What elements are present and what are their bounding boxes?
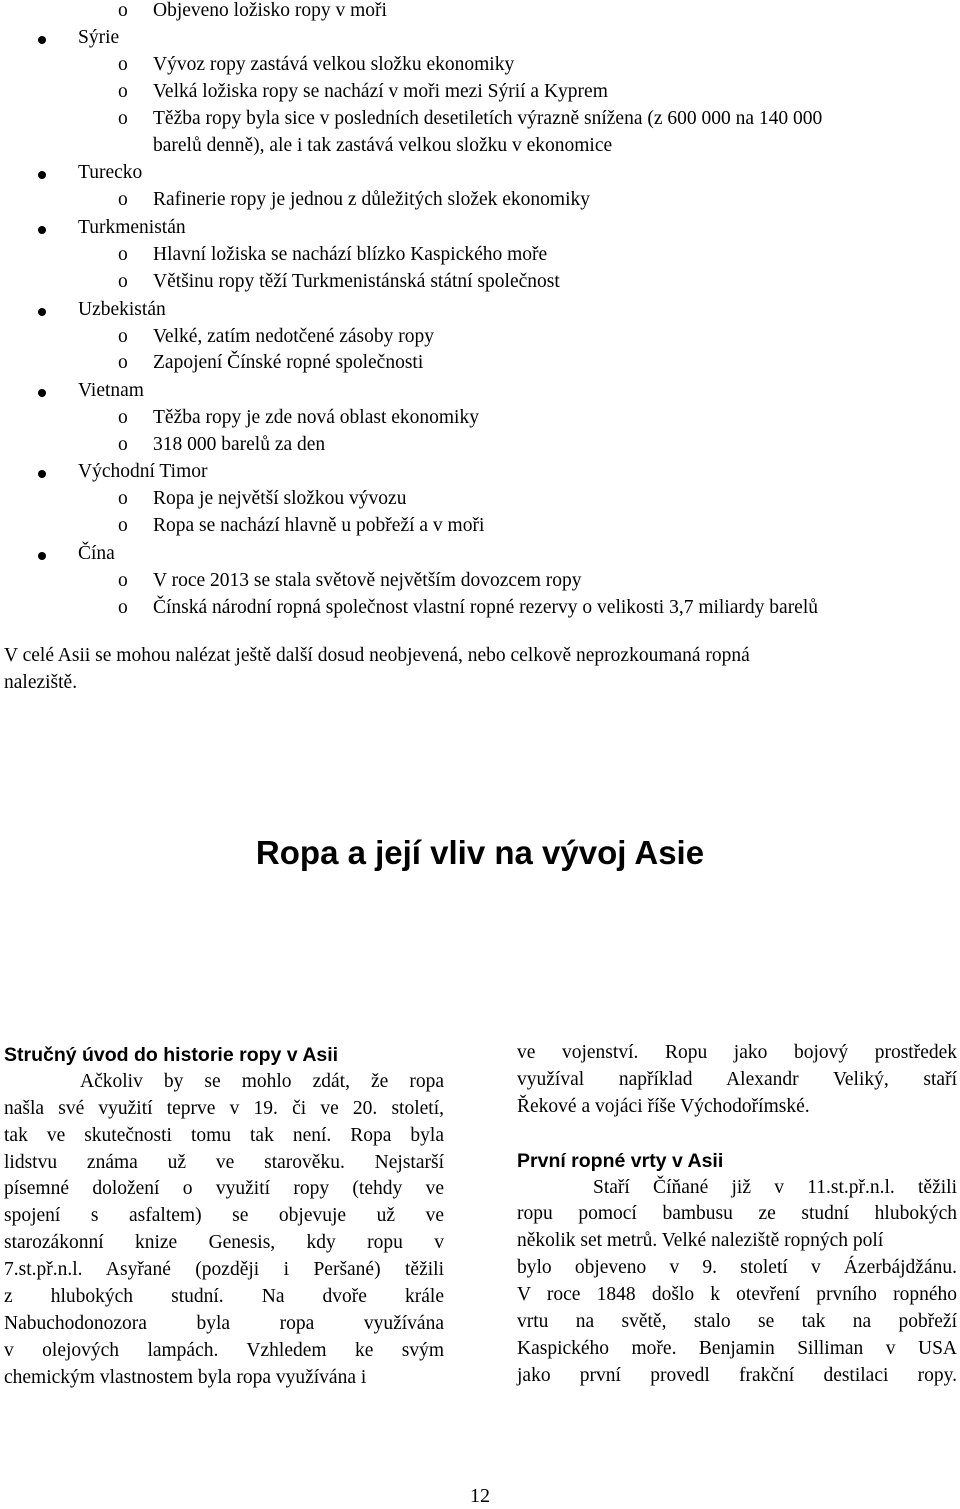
sub-bullet-icon: o [118, 244, 128, 265]
text-line: Řekové a vojáci říše Východořímské. [517, 1095, 810, 1117]
sub-bullet-icon: o [118, 597, 128, 618]
list-item: Velká ložiska ropy se nachází v moři mezi Sýrií a Kyprem [153, 81, 608, 102]
list-item: Většinu ropy těží Turkmenistánská státní společnost [153, 271, 560, 292]
sub-bullet-icon: o [118, 488, 128, 509]
bullet-icon [38, 389, 46, 397]
list-item: Ropa se nachází hlavně u pobřeží a v moři [153, 515, 485, 536]
sub-bullet-icon: o [118, 271, 128, 292]
section-heading: Stručný úvod do historie ropy v Asii [4, 1044, 339, 1066]
list-item: Ropa je největší složkou vývozu [153, 488, 407, 509]
bullet-icon [38, 552, 46, 560]
list-item: Těžba ropy je zde nová oblast ekonomiky [153, 407, 479, 428]
text-line: písemné doložení o využití ropy (tehdy ve [4, 1178, 444, 1200]
sub-bullet-icon: o [118, 434, 128, 455]
text-line: Ačkoliv by se mohlo zdát, že ropa [80, 1070, 444, 1092]
text-line: několik set metrů. Velké naleziště ropných polí [517, 1230, 884, 1252]
bullet-icon [38, 470, 46, 478]
text-line: využíval například Alexandr Veliký, staří [517, 1068, 957, 1090]
sub-bullet-icon: o [118, 515, 128, 536]
text-line: tak ve skutečnosti tomu tak není. Ropa byla [4, 1124, 444, 1146]
list-item: 318 000 barelů za den [153, 434, 326, 455]
text-line: chemickým vlastnostem byla ropa využívána i [4, 1366, 367, 1388]
country-name: Čína [78, 543, 115, 564]
list-item: Vývoz ropy zastává velkou složku ekonomiky [153, 54, 515, 75]
text-line: našla své využití teprve v 19. či ve 20. století, [4, 1097, 444, 1119]
sub-bullet-icon: o [118, 54, 128, 75]
text-line: v olejových lampách. Vzhledem ke svým [4, 1339, 444, 1361]
sub-bullet-icon: o [118, 0, 128, 21]
section-heading: První ropné vrty v Asii [517, 1149, 724, 1172]
country-name: Východní Timor [78, 461, 208, 482]
text-line: z hlubokých studní. Na dvoře krále [4, 1286, 444, 1308]
sub-bullet-icon: o [118, 570, 128, 591]
text-line: jako první provedl frakční destilaci ropy. [517, 1364, 957, 1386]
bullet-icon [38, 308, 46, 316]
list-item: Objeveno ložisko ropy v moři [153, 0, 387, 21]
country-name: Turecko [78, 162, 143, 183]
list-item: Hlavní ložiska se nachází blízko Kaspického moře [153, 244, 548, 265]
text-line: 7.st.př.n.l. Asyřané (později i Peršané) těžili [4, 1259, 444, 1281]
sub-bullet-icon: o [118, 108, 128, 129]
country-name: Sýrie [78, 27, 120, 48]
sub-bullet-icon: o [118, 326, 128, 347]
list-item: Rafinerie ropy je jednou z důležitých složek ekonomiky [153, 189, 590, 210]
left-column [4, 1042, 444, 1392]
sub-bullet-icon: o [118, 189, 128, 210]
text-line: Staří Číňané již v 11.st.př.n.l. těžili [593, 1176, 957, 1198]
list-item-continuation: barelů denně), ale i tak zastává velkou složku v ekonomice [153, 135, 613, 156]
text-line: ropu pomocí bambusu ze studní hlubokých [517, 1203, 957, 1225]
country-name: Vietnam [78, 380, 144, 401]
text-line: V roce 1848 došlo k otevření prvního ropného [517, 1284, 957, 1306]
text-line: bylo objeveno v 9. století v Ázerbájdžánu. [517, 1257, 957, 1279]
text-line: Kaspického moře. Benjamin Silliman v USA [517, 1337, 957, 1359]
text-line: starozákonní knize Genesis, kdy ropu v [4, 1232, 444, 1254]
bullet-icon [38, 226, 46, 234]
sub-bullet-icon: o [118, 352, 128, 373]
list-item: Těžba ropy byla sice v posledních desetiletích výrazně snížena (z 600 000 na 140 000 [153, 108, 823, 129]
country-name: Turkmenistán [78, 217, 186, 238]
list-item: Velké, zatím nedotčené zásoby ropy [153, 326, 435, 347]
chapter-title: Ropa a její vliv na vývoj Asie [255, 834, 705, 871]
conclusion-line: V celé Asii se mohou nalézat ještě další dosud neobjevená, nebo celkově neprozkoumaná ropná [4, 645, 750, 666]
list-item: Čínská národní ropná společnost vlastní ropné rezervy o velikosti 3,7 miliardy barelů [153, 597, 819, 618]
conclusion-line: naleziště. [4, 672, 78, 693]
bullet-icon [38, 36, 46, 44]
sub-bullet-icon: o [118, 407, 128, 428]
country-name: Uzbekistán [78, 299, 166, 320]
right-column [517, 1040, 957, 1390]
text-line: Nabuchodonozora byla ropa využívána [4, 1312, 444, 1334]
list-item: V roce 2013 se stala světově největším dovozcem ropy [153, 570, 582, 591]
bullet-icon [38, 171, 46, 179]
text-line: vrtu na světě, stalo se tak na pobřeží [517, 1311, 957, 1333]
list-item: Zapojení Čínské ropné společnosti [153, 352, 424, 373]
sub-bullet-icon: o [118, 81, 128, 102]
text-line: spojení s asfaltem) se objevuje už ve [4, 1205, 444, 1227]
text-line: lidstvu známa už ve starověku. Nejstarší [4, 1151, 444, 1173]
text-line: ve vojenství. Ropu jako bojový prostředek [517, 1042, 957, 1063]
page-number: 12 [470, 1485, 490, 1507]
